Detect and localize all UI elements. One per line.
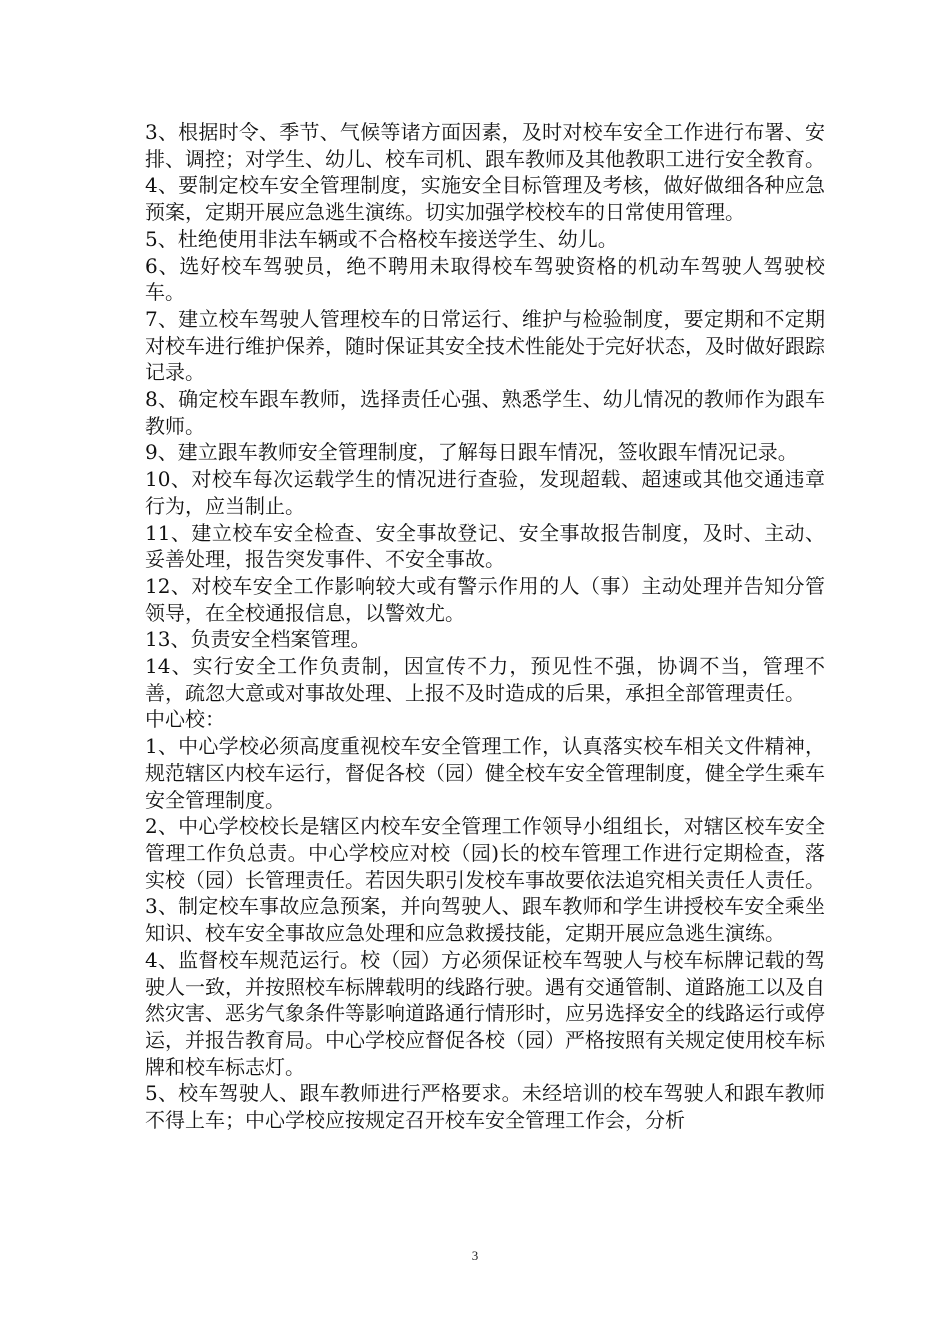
paragraph-item-6: 6、选好校车驾驶员，绝不聘用未取得校车驾驶资格的机动车驾驶人驾驶校车。 [145,253,825,305]
center-school-item-1: 1、中心学校必须高度重视校车安全管理工作，认真落实校车相关文件精神，规范辖区内校车运行，督促各校（园）健全校车安全管理制度，健全学生乘车安全管理制度。 [145,734,825,812]
paragraph-item-3: 3、根据时令、季节、气候等诸方面因素，及时对校车安全工作进行布署、安排、调控；对学生、幼儿、校车司机、跟车教师及其他教职工进行安全教育。 [145,120,825,171]
paragraph-item-13: 13、负责安全档案管理。 [145,627,371,652]
paragraph-item-9: 9、建立跟车教师安全管理制度，了解每日跟车情况，签收跟车情况记录。 [145,440,798,465]
document-body [145,119,825,1134]
page-number: 3 [471,1248,479,1263]
paragraph-item-14: 14、实行安全工作负责制，因宣传不力，预见性不强，协调不当，管理不善，疏忽大意或对事故处理、上报不及时造成的后果，承担全部管理责任。 [145,654,825,705]
paragraph-item-8: 8、确定校车跟车教师，选择责任心强、熟悉学生、幼儿情况的教师作为跟车教师。 [145,387,825,438]
paragraph-item-12: 12、对校车安全工作影响较大或有警示作用的人（事）主动处理并告知分管领导，在全校通报信息，以警效尤。 [145,573,825,625]
section-heading: 中心校： [145,707,225,732]
center-school-item-4: 4、监督校车规范运行。校（园）方必须保证校车驾驶人与校车标牌记载的驾驶人一致，并按照校车标牌载明的线路行驶。遇有交通管制、道路施工以及自然灾害、恶劣气象条件等影响道路通行情形时，应另选择安全的线路运行或停运，并报告教育局。中心学校应督促各校（园）严格按照有关规定使用校车标牌和校车标志灯。 [145,947,825,1079]
center-school-item-2: 2、中心学校校长是辖区内校车安全管理工作领导小组组长，对辖区校车安全管理工作负总责。中心学校应对校（园)长的校车管理工作进行定期检查，落实校（园）长管理责任。若因失职引发校车事故要依法追究相关责任人责任。 [145,814,825,892]
paragraph-item-4: 4、要制定校车安全管理制度，实施安全目标管理及考核，做好做细各种应急预案，定期开展应急逃生演练。切实加强学校校车的日常使用管理。 [145,173,825,225]
paragraph-item-10: 10、对校车每次运载学生的情况进行查验，发现超载、超速或其他交通违章行为，应当制止。 [145,467,825,518]
paragraph-item-5: 5、杜绝使用非法车辆或不合格校车接送学生、幼儿。 [145,226,618,251]
paragraph-item-7: 7、建立校车驾驶人管理校车的日常运行、维护与检验制度，要定期和不定期对校车进行维护保养，随时保证其安全技术性能处于完好状态，及时做好跟踪记录。 [145,306,825,385]
center-school-item-5: 5、校车驾驶人、跟车教师进行严格要求。未经培训的校车驾驶人和跟车教师不得上车；中心学校应按规定召开校车安全管理工作会，分析 [145,1081,825,1133]
paragraph-item-11: 11、建立校车安全检查、安全事故登记、安全事故报告制度，及时、主动、妥善处理，报告突发事件、不安全事故。 [145,520,825,572]
center-school-item-3: 3、制定校车事故应急预案，并向驾驶人、跟车教师和学生讲授校车安全乘坐知识、校车安全事故应急处理和应急救援技能，定期开展应急逃生演练。 [145,894,825,946]
